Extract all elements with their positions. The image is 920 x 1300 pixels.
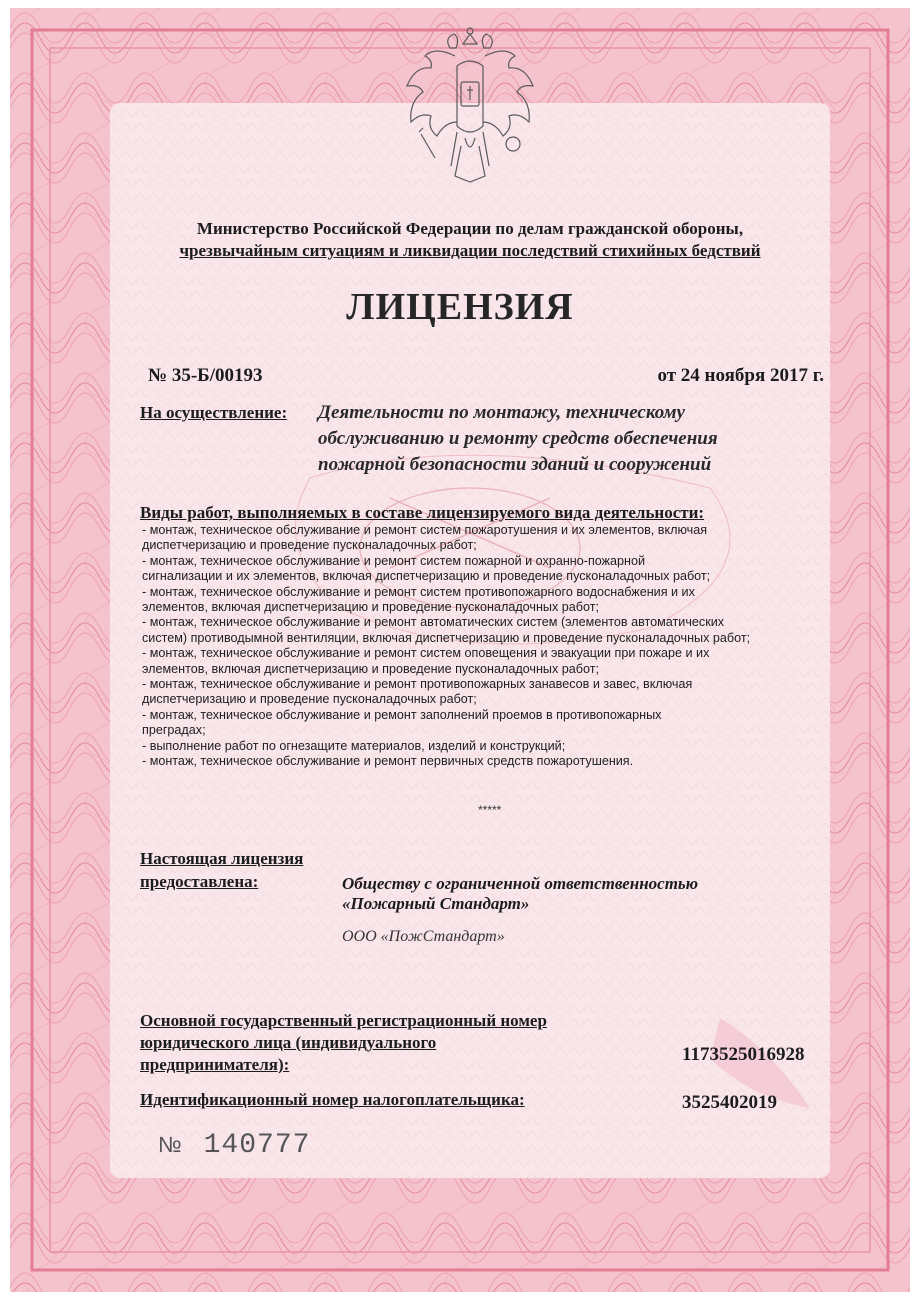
works-item: - монтаж, техническое обслуживание и ремонт противопожарных занавесов и завес, включая диспетчеризацию и проведение пусконаладочных работ;	[142, 677, 693, 707]
works-end-marker: *****	[478, 803, 502, 817]
works-heading: Виды работ, выполняемых в составе лицензируемого вида деятельности:	[140, 503, 705, 522]
ogrn-label	[140, 1010, 610, 1076]
ministry-line-2: чрезвычайным ситуациям и ликвидации последствий стихийных бедствий	[179, 241, 761, 260]
works-list	[142, 523, 837, 770]
organization-full-name-line-2: «Пожарный Стандарт»	[342, 894, 530, 913]
serial-number-value: 140777	[203, 1130, 311, 1161]
ogrn-label-line-1: Основной государственный регистрационный номер	[140, 1011, 547, 1030]
blank-serial-number	[158, 1130, 310, 1161]
grantee-label-line-2: предоставлена:	[140, 872, 259, 891]
works-item: - выполнение работ по огнезащите материалов, изделий и конструкций;	[142, 738, 566, 753]
works-item: - монтаж, техническое обслуживание и ремонт систем пожаротушения и их элементов, включая диспетчеризацию и проведение пусконаладочных работ;	[142, 523, 708, 553]
grantee-label	[140, 847, 303, 893]
works-item: - монтаж, техническое обслуживание и ремонт заполнений проемов в противопожарных преградах;	[142, 707, 662, 738]
license-date: от 24 ноября 2017 г.	[657, 365, 824, 386]
organization-full-name	[342, 874, 792, 914]
ogrn-label-line-3: предпринимателя):	[140, 1055, 290, 1074]
works-item: - монтаж, техническое обслуживание и ремонт автоматических систем (элементов автоматических систем) противодымной вентиляции, включая диспетчеризацию и проведение пусконаладочных работ;	[142, 615, 751, 645]
works-item: - монтаж, техническое обслуживание и ремонт систем противопожарного водоснабжения и их элементов, включая диспетчеризацию и проведение пусконаладочных работ;	[142, 584, 695, 615]
works-item: - монтаж, техническое обслуживание и ремонт первичных средств пожаротушения.	[142, 754, 634, 769]
organization-short-name: ООО «ПожСтандарт»	[342, 928, 505, 945]
grantee-label-line-1: Настоящая лицензия	[140, 849, 304, 868]
inn-value: 3525402019	[682, 1092, 777, 1113]
organization-full-name-line-1: Обществу с ограниченной ответственностью	[342, 874, 699, 893]
inn-label: Идентификационный номер налогоплательщика:	[140, 1090, 525, 1109]
works-item: - монтаж, техническое обслуживание и ремонт систем пожарной и охранно-пожарной сигнализации и их элементов, включая диспетчеризацию и проведение пусконаладочных работ;	[142, 553, 711, 584]
purpose-label: На осуществление:	[140, 403, 288, 422]
works-item: - монтаж, техническое обслуживание и ремонт систем оповещения и эвакуации при пожаре и их элементов, включая диспетчеризацию и проведение пусконаладочных работ;	[142, 646, 710, 676]
license-number: № 35-Б/00193	[148, 365, 263, 386]
document-title: ЛИЦЕНЗИЯ	[346, 286, 574, 328]
ogrn-label-line-2: юридического лица (индивидуального	[140, 1033, 437, 1052]
serial-number-sign: №	[158, 1132, 182, 1157]
purpose-value: Деятельности по монтажу, техническому обслуживанию и ремонту средств обеспечения пожарной безопасности зданий и сооружений	[318, 402, 718, 475]
ogrn-value: 1173525016928	[682, 1044, 805, 1065]
double-headed-eagle-coat-of-arms-icon	[395, 26, 545, 186]
ministry-name	[130, 218, 810, 262]
ministry-line-1: Министерство Российской Федерации по делам гражданской обороны,	[196, 219, 744, 238]
